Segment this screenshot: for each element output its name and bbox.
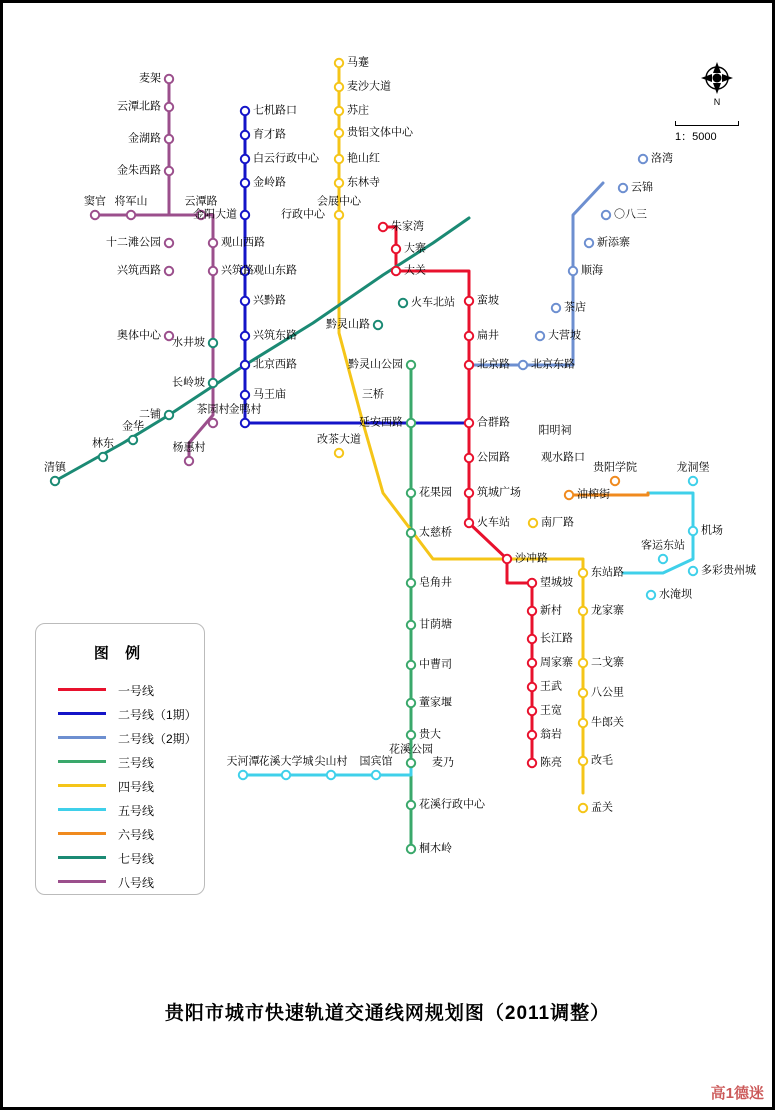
- station-label: 花果园: [419, 486, 452, 499]
- legend-color-swatch: [58, 712, 106, 715]
- watermark-text: 高1德迷: [710, 1085, 764, 1102]
- station-label: 王宽: [540, 704, 562, 717]
- station-marker[interactable]: [579, 804, 587, 812]
- map-title: 贵阳市城市快速轨道交通线网规划图（2011调整）: [164, 1003, 611, 1024]
- station-marker[interactable]: [689, 477, 697, 485]
- station-marker[interactable]: [127, 211, 135, 219]
- station-marker[interactable]: [399, 299, 407, 307]
- legend-panel: [35, 623, 205, 895]
- station-marker[interactable]: [241, 211, 249, 219]
- station-marker[interactable]: [611, 477, 619, 485]
- station-label: 马王庙: [253, 388, 286, 401]
- station-label: 金岭路: [253, 176, 286, 189]
- station-marker[interactable]: [372, 771, 380, 779]
- station-label: 二戈寨: [591, 656, 624, 669]
- station-marker[interactable]: [241, 155, 249, 163]
- station-label: 观山西路: [221, 236, 265, 249]
- station-label: 大寨: [404, 242, 426, 255]
- station-marker[interactable]: [335, 211, 343, 219]
- station-label: 长岭坡: [172, 376, 205, 389]
- station-label: 蛮坡: [477, 294, 499, 307]
- station-marker[interactable]: [165, 167, 173, 175]
- legend-title: 图 例: [93, 645, 147, 662]
- legend-color-swatch: [58, 760, 106, 763]
- station-label: 白云行政中心: [253, 152, 319, 165]
- station-marker[interactable]: [529, 519, 537, 527]
- station-label: 北京路: [477, 358, 510, 371]
- station-label: 客运东站: [641, 539, 685, 552]
- station-marker[interactable]: [528, 683, 536, 691]
- station-marker[interactable]: [569, 267, 577, 275]
- station-marker[interactable]: [282, 771, 290, 779]
- station-label: 二铺: [139, 408, 161, 421]
- station-marker[interactable]: [239, 771, 247, 779]
- station-label: 水井坡: [172, 336, 205, 349]
- station-marker[interactable]: [129, 436, 137, 444]
- station-marker[interactable]: [407, 759, 415, 767]
- map-annotation: 行政中心: [281, 208, 325, 221]
- station-label: 花溪大学城: [258, 755, 314, 768]
- station-label: 甘荫塘: [419, 618, 452, 631]
- legend-item-label: 七号线: [118, 852, 155, 866]
- station-label: 蕫家堰: [419, 696, 452, 709]
- station-label: 贵铝文体中心: [347, 126, 413, 139]
- station-label: 花溪公园: [389, 743, 433, 756]
- station-label: 多彩贵州城: [701, 564, 756, 577]
- station-marker[interactable]: [528, 659, 536, 667]
- station-label: 扁井: [477, 329, 499, 342]
- station-marker[interactable]: [407, 529, 415, 537]
- station-label: 陈亮: [540, 756, 562, 769]
- station-label: 火车站: [477, 516, 510, 529]
- station-label: 兴筑路: [221, 264, 254, 277]
- station-label: 改茶大道: [317, 433, 361, 446]
- station-marker[interactable]: [99, 453, 107, 461]
- station-label: 延安西路: [359, 416, 403, 429]
- station-label: 沙冲路: [515, 552, 548, 565]
- station-label: 茶园村: [196, 403, 230, 416]
- station-label: 东站路: [591, 566, 624, 579]
- station-marker[interactable]: [407, 621, 415, 629]
- station-label: 将军山: [114, 195, 148, 208]
- station-marker[interactable]: [51, 477, 59, 485]
- legend-color-swatch: [58, 808, 106, 811]
- station-marker[interactable]: [579, 607, 587, 615]
- station-marker[interactable]: [209, 239, 217, 247]
- legend-item-label: 三号线: [118, 756, 155, 770]
- station-marker[interactable]: [528, 707, 536, 715]
- map-annotation: 观水路口: [541, 451, 585, 464]
- station-marker[interactable]: [407, 489, 415, 497]
- station-label: 苏庄: [347, 104, 369, 117]
- station-label: 麦架: [139, 72, 161, 85]
- station-marker[interactable]: [407, 661, 415, 669]
- legend-color-swatch: [58, 736, 106, 739]
- station-label: 七机路口: [253, 104, 297, 117]
- station-label: 云锦: [631, 181, 653, 194]
- station-marker[interactable]: [465, 419, 473, 427]
- station-label: 孟关: [591, 801, 613, 814]
- station-marker[interactable]: [392, 267, 400, 275]
- station-marker[interactable]: [185, 457, 193, 465]
- station-marker[interactable]: [91, 211, 99, 219]
- legend-item-label: 四号线: [118, 780, 155, 794]
- station-label: 杨惠村: [172, 441, 206, 454]
- station-marker[interactable]: [241, 179, 249, 187]
- station-label: 北京东路: [531, 358, 575, 371]
- station-label: 花溪行政中心: [419, 798, 485, 811]
- station-label: 窦官: [84, 195, 106, 208]
- station-marker[interactable]: [165, 103, 173, 111]
- station-marker[interactable]: [465, 489, 473, 497]
- station-label: 云潭北路: [117, 100, 161, 113]
- station-label: 贵阳学院: [593, 461, 637, 474]
- station-marker[interactable]: [241, 419, 249, 427]
- station-label: 公园路: [477, 451, 510, 464]
- station-label: 兴筑西路: [117, 264, 161, 277]
- station-label: 中曹司: [419, 658, 452, 671]
- station-label: 观山东路: [253, 264, 297, 277]
- station-label: 兴筑东路: [253, 329, 297, 342]
- station-label: 水淹坝: [659, 588, 692, 601]
- station-label: 清镇: [44, 461, 66, 474]
- station-label: 金朱西路: [117, 164, 161, 177]
- station-label: 〇八三: [614, 208, 647, 221]
- station-marker[interactable]: [379, 223, 387, 231]
- station-label: 天河潭: [226, 755, 260, 768]
- map-annotation: 三桥: [362, 388, 384, 401]
- station-label: 火车北站: [411, 296, 455, 309]
- station-marker[interactable]: [165, 267, 173, 275]
- station-label: 尖山村: [314, 755, 348, 768]
- station-marker[interactable]: [335, 107, 343, 115]
- station-label: 桐木岭: [419, 842, 452, 855]
- station-label: 翁岩: [540, 728, 562, 741]
- station-label: 大关: [404, 264, 426, 277]
- station-label: 洛湾: [651, 152, 673, 165]
- station-marker[interactable]: [407, 731, 415, 739]
- station-label: 望城坡: [540, 576, 573, 589]
- station-label: 茶店: [564, 301, 586, 314]
- station-marker[interactable]: [579, 689, 587, 697]
- station-marker[interactable]: [503, 555, 511, 563]
- station-label: 朱家湾: [391, 220, 424, 233]
- station-label: 顺海: [581, 264, 603, 277]
- station-marker[interactable]: [585, 239, 593, 247]
- station-label: 油榨街: [577, 488, 610, 501]
- station-marker[interactable]: [689, 527, 697, 535]
- station-label: 金湖路: [128, 132, 161, 145]
- svg-text:N: N: [713, 97, 721, 107]
- station-marker[interactable]: [407, 801, 415, 809]
- station-label: 太慈桥: [419, 526, 452, 539]
- station-marker[interactable]: [241, 361, 249, 369]
- legend-item-label: 八号线: [118, 876, 155, 890]
- legend-item-label: 一号线: [118, 684, 155, 698]
- station-label: 新村: [540, 604, 562, 617]
- station-marker[interactable]: [619, 184, 627, 192]
- station-label: 合群路: [477, 416, 510, 429]
- station-marker[interactable]: [465, 297, 473, 305]
- station-label: 龙家寨: [591, 604, 624, 617]
- station-marker[interactable]: [579, 719, 587, 727]
- station-marker[interactable]: [528, 635, 536, 643]
- station-marker[interactable]: [465, 332, 473, 340]
- station-marker[interactable]: [335, 179, 343, 187]
- station-marker[interactable]: [209, 267, 217, 275]
- station-label: 东林寺: [347, 176, 380, 189]
- station-label: 牛郎关: [591, 716, 624, 729]
- station-marker[interactable]: [552, 304, 560, 312]
- station-label: 金阳大道: [193, 208, 237, 221]
- station-label: 八公里: [591, 686, 624, 699]
- station-marker[interactable]: [659, 555, 667, 563]
- station-marker[interactable]: [528, 607, 536, 615]
- station-marker[interactable]: [528, 579, 536, 587]
- station-marker[interactable]: [241, 107, 249, 115]
- station-marker[interactable]: [335, 449, 343, 457]
- station-marker[interactable]: [407, 361, 415, 369]
- station-marker[interactable]: [209, 419, 217, 427]
- station-marker[interactable]: [579, 569, 587, 577]
- compass-icon: [697, 61, 737, 109]
- station-label: 南厂路: [541, 516, 574, 529]
- station-marker[interactable]: [335, 83, 343, 91]
- station-label: 马蹇: [347, 56, 369, 69]
- station-label: 云潭路: [184, 195, 218, 208]
- line-path-line7: [55, 218, 469, 481]
- station-marker[interactable]: [165, 239, 173, 247]
- station-label: 会展中心: [317, 195, 361, 208]
- legend-item-label: 五号线: [118, 804, 155, 818]
- station-marker[interactable]: [335, 129, 343, 137]
- legend-color-swatch: [58, 856, 106, 859]
- station-label: 黔灵山路: [326, 318, 370, 331]
- station-marker[interactable]: [209, 339, 217, 347]
- station-label: 兴黔路: [253, 294, 286, 307]
- station-label: 北京西路: [253, 358, 297, 371]
- station-marker[interactable]: [327, 771, 335, 779]
- station-marker[interactable]: [602, 211, 610, 219]
- legend-color-swatch: [58, 880, 106, 883]
- station-marker[interactable]: [241, 391, 249, 399]
- station-label: 十二滩公园: [106, 236, 161, 249]
- station-marker[interactable]: [165, 411, 173, 419]
- station-marker[interactable]: [565, 491, 573, 499]
- station-marker[interactable]: [579, 757, 587, 765]
- station-marker[interactable]: [407, 579, 415, 587]
- legend-item-label: 六号线: [118, 828, 155, 842]
- station-label: 金华: [122, 420, 144, 433]
- station-marker[interactable]: [209, 379, 217, 387]
- station-marker[interactable]: [407, 699, 415, 707]
- station-label: 国宾馆: [359, 755, 393, 768]
- legend-color-swatch: [58, 688, 106, 691]
- station-marker[interactable]: [647, 591, 655, 599]
- legend-color-swatch: [58, 784, 106, 787]
- station-label: 育才路: [253, 128, 286, 141]
- station-marker[interactable]: [528, 759, 536, 767]
- station-marker[interactable]: [165, 75, 173, 83]
- station-marker[interactable]: [639, 155, 647, 163]
- station-label: 金鸭村: [228, 403, 262, 416]
- station-marker[interactable]: [165, 135, 173, 143]
- station-marker[interactable]: [407, 419, 415, 427]
- station-marker[interactable]: [392, 245, 400, 253]
- station-label: 皂角井: [419, 576, 452, 589]
- watermark: [711, 1082, 764, 1103]
- station-marker[interactable]: [241, 297, 249, 305]
- station-label: 周家寨: [540, 656, 573, 669]
- station-label: 黔灵山公园: [348, 358, 403, 371]
- station-marker[interactable]: [465, 454, 473, 462]
- station-marker[interactable]: [579, 659, 587, 667]
- station-label: 筑城广场: [477, 486, 521, 499]
- scale-bar-graphic: [675, 121, 739, 126]
- station-marker[interactable]: [689, 567, 697, 575]
- station-marker[interactable]: [465, 361, 473, 369]
- station-marker[interactable]: [241, 332, 249, 340]
- station-marker[interactable]: [335, 59, 343, 67]
- legend-color-swatch: [58, 832, 106, 835]
- station-marker[interactable]: [335, 155, 343, 163]
- station-marker[interactable]: [465, 519, 473, 527]
- station-label: 龙洞堡: [676, 461, 710, 474]
- scale-bar-text: 1：5000: [675, 131, 717, 143]
- station-label: 麦沙大道: [347, 80, 391, 93]
- map-annotation: 麦乃: [432, 756, 454, 769]
- station-marker[interactable]: [519, 361, 527, 369]
- legend-item-label: 二号线（1期）: [118, 708, 197, 722]
- station-label: 艳山红: [347, 152, 380, 165]
- station-label: 王武: [540, 680, 562, 693]
- station-marker[interactable]: [374, 321, 382, 329]
- station-label: 改毛: [591, 754, 613, 767]
- line-path-line5: [243, 493, 693, 775]
- legend-item-label: 二号线（2期）: [118, 732, 197, 746]
- station-label: 机场: [701, 524, 723, 537]
- station-marker[interactable]: [528, 731, 536, 739]
- station-label: 新添寨: [597, 236, 630, 249]
- station-marker[interactable]: [407, 845, 415, 853]
- station-label: 贵大: [419, 728, 441, 741]
- map-annotation: 阳明祠: [538, 424, 572, 437]
- station-label: 长江路: [540, 632, 573, 645]
- station-label: 奥体中心: [117, 329, 161, 342]
- station-marker[interactable]: [241, 131, 249, 139]
- station-label: 林东: [92, 437, 114, 450]
- station-marker[interactable]: [536, 332, 544, 340]
- station-label: 大营坡: [548, 329, 581, 342]
